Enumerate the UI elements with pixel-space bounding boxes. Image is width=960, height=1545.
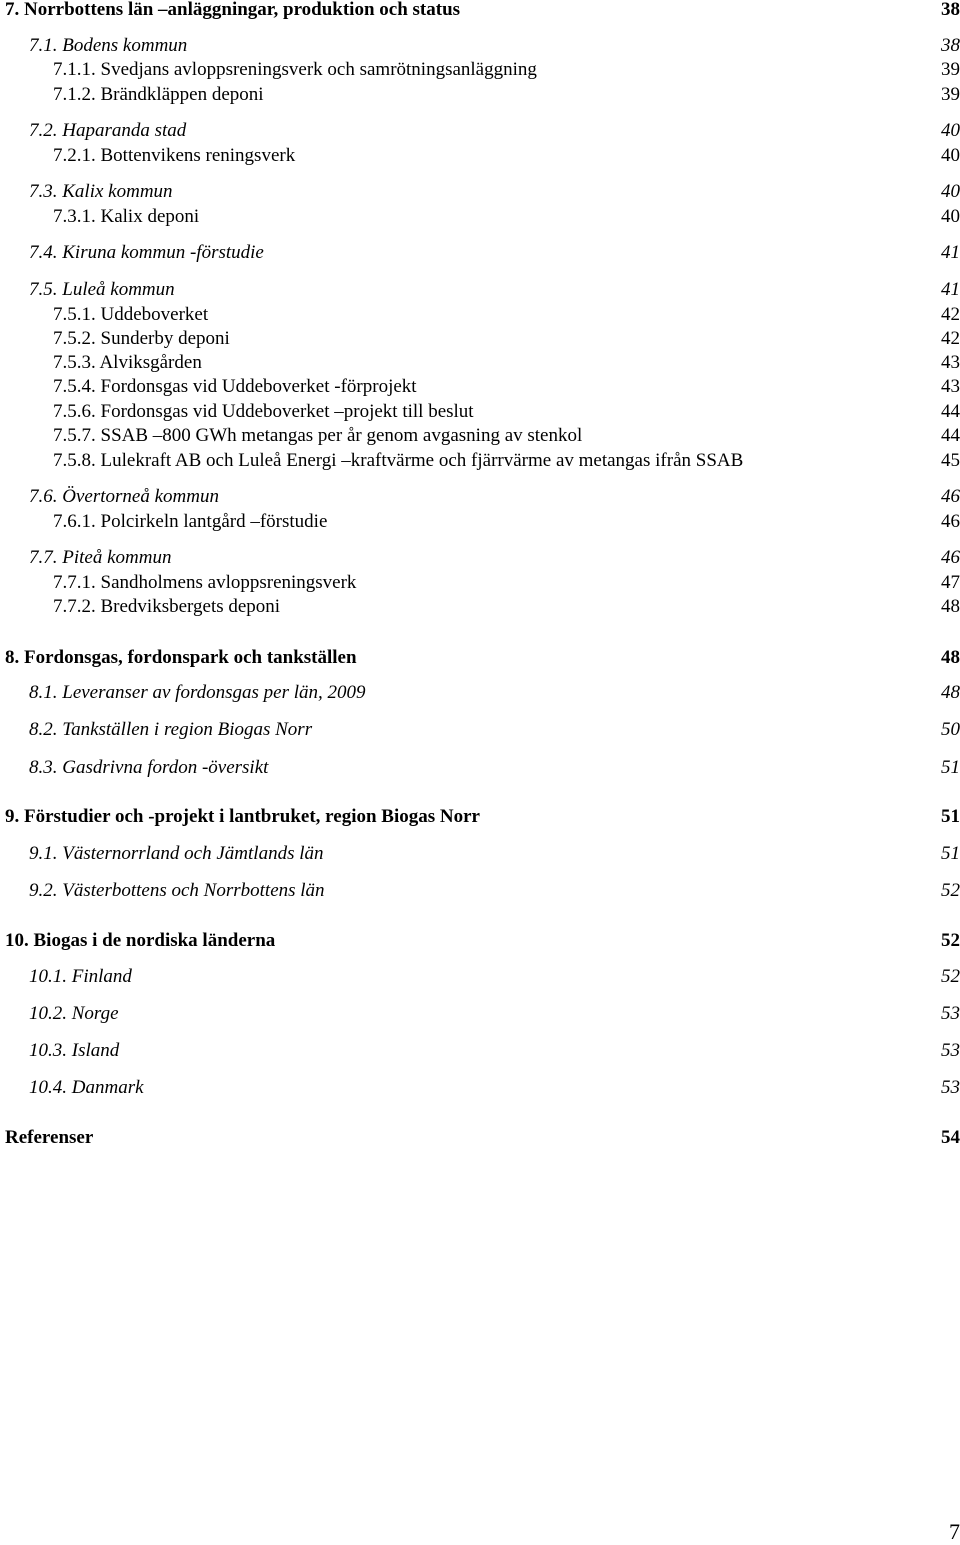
toc-entry[interactable]	[0, 805, 960, 829]
toc-entry-title: 7.5.6. Fordonsgas vid Uddeboverket –projekt till beslut	[53, 401, 474, 422]
toc-entry-title: 7.3.1. Kalix deponi	[53, 206, 200, 227]
toc-entry-title: Referenser	[5, 1127, 94, 1148]
toc-entry-page: 39	[941, 59, 960, 80]
toc-entry-title: 8.3. Gasdrivna fordon -översikt	[29, 757, 269, 778]
toc-entry-title: 7.5.7. SSAB –800 GWh metangas per år genom avgasning av stenkol	[53, 425, 583, 446]
toc-entry[interactable]	[0, 718, 960, 742]
toc-entry-page: 46	[941, 511, 960, 532]
toc-entry-page: 46	[941, 486, 960, 507]
toc-entry[interactable]	[0, 965, 960, 989]
toc-entry-page: 51	[941, 806, 960, 827]
toc-entry-page: 41	[941, 242, 960, 263]
toc-entry-page: 40	[941, 181, 960, 202]
toc-entry-title: 7.5. Luleå kommun	[29, 279, 175, 300]
toc-entry[interactable]	[0, 485, 960, 509]
toc-entry-page: 43	[941, 376, 960, 397]
toc-entry[interactable]	[0, 375, 960, 399]
toc-entry-page: 38	[941, 0, 960, 20]
toc-entry[interactable]	[0, 756, 960, 780]
toc-entry-title: 10.1. Finland	[29, 966, 132, 987]
toc-entry-page: 42	[941, 304, 960, 325]
toc-entry[interactable]	[0, 327, 960, 351]
toc-entry-title: 7.7.1. Sandholmens avloppsreningsverk	[53, 572, 357, 593]
toc-entry-page: 38	[941, 35, 960, 56]
toc-entry[interactable]	[0, 424, 960, 448]
toc-entry-title: 10.4. Danmark	[29, 1077, 144, 1098]
toc-entry-page: 40	[941, 120, 960, 141]
toc-entry[interactable]	[0, 449, 960, 473]
toc-entry-page: 39	[941, 84, 960, 105]
toc-entry-page: 48	[941, 647, 960, 668]
toc-entry[interactable]	[0, 681, 960, 705]
toc-entry-page: 41	[941, 279, 960, 300]
toc-entry-title: 7.5.4. Fordonsgas vid Uddeboverket -förprojekt	[53, 376, 417, 397]
toc-entry-title: 7.2. Haparanda stad	[29, 120, 187, 141]
toc-entry-title: 7.1.2. Brändkläppen deponi	[53, 84, 264, 105]
toc-entry[interactable]	[0, 510, 960, 534]
toc-entry[interactable]	[0, 144, 960, 168]
toc-entry-page: 44	[941, 425, 960, 446]
toc-entry-page: 40	[941, 206, 960, 227]
toc-entry-title: 7.1.1. Svedjans avloppsreningsverk och samrötningsanläggning	[53, 59, 537, 80]
toc-entry[interactable]	[0, 205, 960, 229]
toc-entry-title: 10.3. Island	[29, 1040, 120, 1061]
toc-entry-title: 10. Biogas i de nordiska länderna	[5, 930, 276, 951]
toc-entry-title: 7.7.2. Bredviksbergets deponi	[53, 596, 281, 617]
toc-entry-title: 7. Norrbottens län –anläggningar, produktion och status	[5, 0, 461, 20]
toc-entry-page: 42	[941, 328, 960, 349]
toc-entry[interactable]	[0, 1002, 960, 1026]
toc-entry-title: 8.2. Tankställen i region Biogas Norr	[29, 719, 313, 740]
toc-entry[interactable]	[0, 241, 960, 265]
toc-entry[interactable]	[0, 842, 960, 866]
toc-entry-page: 52	[941, 930, 960, 951]
toc-entry[interactable]	[0, 1126, 960, 1150]
toc-entry-page: 48	[941, 596, 960, 617]
toc-entry[interactable]	[0, 0, 960, 22]
toc-entry[interactable]	[0, 58, 960, 82]
toc-entry-page: 54	[941, 1127, 960, 1148]
toc-entry-page: 48	[941, 682, 960, 703]
toc-entry[interactable]	[0, 278, 960, 302]
toc-entry[interactable]	[0, 595, 960, 619]
toc-entry[interactable]	[0, 83, 960, 107]
toc-entry-title: 7.5.3. Alviksgården	[53, 352, 202, 373]
page-number: 7	[949, 1519, 960, 1544]
toc-entry[interactable]	[0, 303, 960, 327]
toc-entry-title: 7.6. Övertorneå kommun	[29, 486, 219, 507]
toc-entry-page: 43	[941, 352, 960, 373]
toc-entry-title: 10.2. Norge	[29, 1003, 119, 1024]
toc-entry[interactable]	[0, 929, 960, 953]
toc-entry-title: 9.2. Västerbottens och Norrbottens län	[29, 880, 325, 901]
toc-entry-page: 46	[941, 547, 960, 568]
toc-entry-title: 8. Fordonsgas, fordonspark och tankställen	[5, 647, 357, 668]
toc-entry-page: 52	[941, 880, 960, 901]
toc-entry-page: 51	[941, 757, 960, 778]
toc-entry-page: 53	[941, 1040, 960, 1061]
toc-entry[interactable]	[0, 571, 960, 595]
toc-entry-title: 7.4. Kiruna kommun -förstudie	[29, 242, 264, 263]
toc-entry-page: 52	[941, 966, 960, 987]
toc-entry[interactable]	[0, 351, 960, 375]
toc-entry[interactable]	[0, 646, 960, 670]
toc-entry[interactable]	[0, 180, 960, 204]
toc-entry-page: 53	[941, 1003, 960, 1024]
toc-entry[interactable]	[0, 34, 960, 58]
toc-entry[interactable]	[0, 879, 960, 903]
toc-entry-title: 7.6.1. Polcirkeln lantgård –förstudie	[53, 511, 328, 532]
toc-entry-title: 7.1. Bodens kommun	[29, 35, 188, 56]
toc-entry-page: 51	[941, 843, 960, 864]
toc-entry-page: 40	[941, 145, 960, 166]
toc-entry-page: 44	[941, 401, 960, 422]
toc-entry-page: 45	[941, 450, 960, 471]
toc-entry-page: 47	[941, 572, 960, 593]
toc-entry-title: 7.5.1. Uddeboverket	[53, 304, 209, 325]
toc-entry[interactable]	[0, 546, 960, 570]
toc-entry-title: 9.1. Västernorrland och Jämtlands län	[29, 843, 324, 864]
toc-entry[interactable]	[0, 119, 960, 143]
toc-entry-title: 7.7. Piteå kommun	[29, 547, 172, 568]
toc-entry[interactable]	[0, 400, 960, 424]
toc-entry-title: 8.1. Leveranser av fordonsgas per län, 2009	[29, 682, 366, 703]
toc-entry-title: 7.2.1. Bottenvikens reningsverk	[53, 145, 296, 166]
toc-entry-page: 53	[941, 1077, 960, 1098]
toc-entry-title: 7.3. Kalix kommun	[29, 181, 173, 202]
toc-entry[interactable]	[0, 1039, 960, 1063]
toc-entry-page: 50	[941, 719, 960, 740]
toc-entry-title: 9. Förstudier och -projekt i lantbruket, region Biogas Norr	[5, 806, 480, 827]
toc-entry[interactable]	[0, 1076, 960, 1100]
toc-entry-title: 7.5.8. Lulekraft AB och Luleå Energi –kraftvärme och fjärrvärme av metangas ifrån SSAB	[53, 450, 744, 471]
toc-entry-title: 7.5.2. Sunderby deponi	[53, 328, 230, 349]
